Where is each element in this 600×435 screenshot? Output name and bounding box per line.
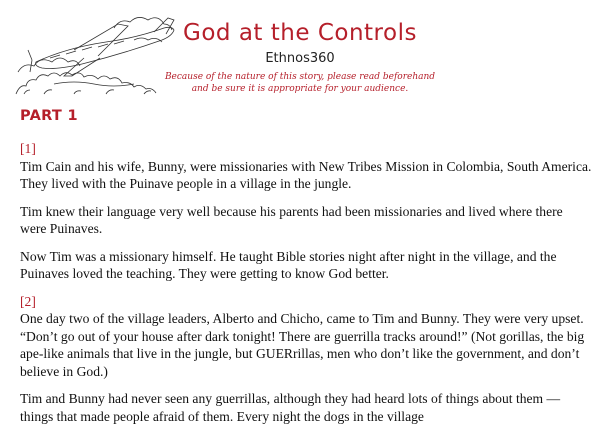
section-marker: [2] (20, 293, 36, 309)
story-section (20, 140, 592, 283)
disclaimer (150, 71, 450, 95)
part-heading: PART 1 (20, 108, 78, 124)
disclaimer-line: Because of the nature of this story, please read beforehand (164, 72, 436, 82)
story-paragraph: Tim Cain and his wife, Bunny, were missionaries with New Tribes Mission in Colombia, South America. They lived with the Puinave people in a village in the jungle. (20, 158, 592, 191)
story-paragraph: Now Tim was a missionary himself. He taught Bible stories night after night in the village, and the Puinaves loved the teaching. They were getting to know God better. (20, 248, 557, 281)
story-paragraph: Tim knew their language very well because his parents had been missionaries and lived where there were Puinaves. (20, 203, 563, 236)
story-body (20, 140, 592, 435)
section-marker: [1] (20, 141, 36, 156)
story-section (20, 293, 592, 426)
disclaimer-line: and be sure it is appropriate for your audience. (191, 84, 409, 94)
story-paragraph: Tim and Bunny had never seen any guerrillas, although they had heard lots of things about them — things that made people afraid of them. Every night the dogs in the village (20, 391, 561, 424)
header (170, 18, 430, 68)
page-title: God at the Controls (183, 20, 417, 46)
story-paragraph: One day two of the village leaders, Alberto and Chicho, came to Tim and Bunny. They were very upset. “Don’t go out of your house after dark tonight! There are guerrilla tracks around!” (Not gorillas, the big ape-like animals that live in the jungle, but GUERrillas, men who don’t like the government, and don’t believe in God.) (20, 311, 585, 379)
source-label: Ethnos360 (265, 51, 335, 66)
